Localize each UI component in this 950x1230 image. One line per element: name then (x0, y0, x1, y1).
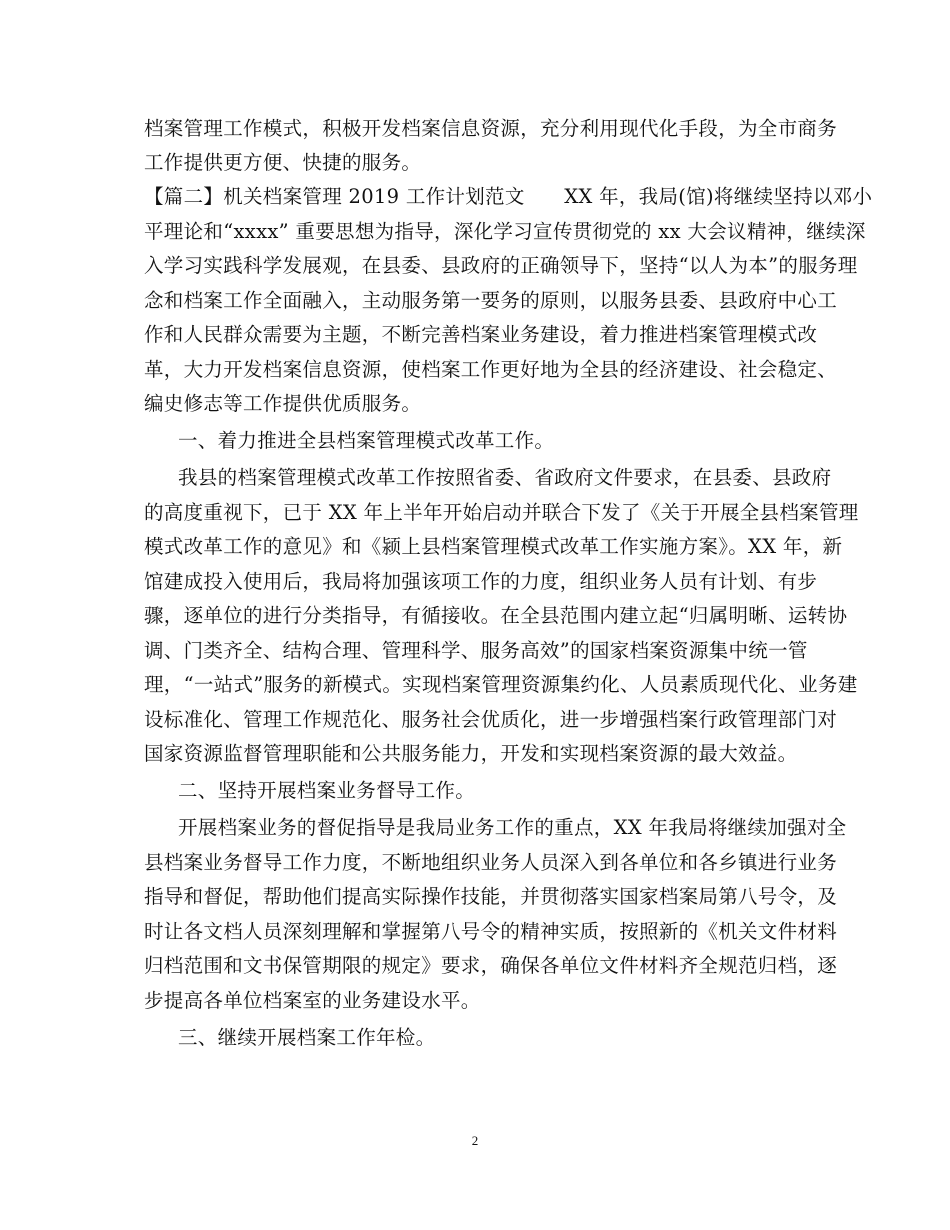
subheading-three: 三、继续开展档案工作年检。 (178, 1026, 436, 1049)
text-line: 骤，逐单位的进行分类指导，有循接收。在全县范围内建立起“归属明晰、运转协 (144, 604, 848, 627)
text-line: 平理论和“xxxx” 重要思想为指导，深化学习宣传贯彻党的 xx 大会议精神，继续深 (144, 220, 866, 243)
subheading-two: 二、坚持开展档案业务督导工作。 (178, 779, 476, 802)
text-line: 归档范围和文书保管期限的规定》要求，确保各单位文件材料齐全规范归档，逐 (144, 954, 838, 977)
text-line: 调、门类齐全、结构合理、管理科学、服务高效”的国家档案资源集中统一管 (144, 639, 808, 662)
text-line: 编史修志等工作提供优质服务。 (144, 392, 422, 415)
text-line: 理，“一站式”服务的新模式。实现档案管理资源集约化、人员素质现代化、业务建 (144, 673, 858, 696)
text-line: 档案管理工作模式，积极开发档案信息资源，充分利用现代化手段，为全市商务 (144, 117, 838, 140)
text-line: 指导和督促，帮助他们提高实际操作技能，并贯彻落实国家档案局第八号令，及 (144, 885, 838, 908)
text-line: 步提高各单位档案室的业务建设水平。 (144, 989, 481, 1012)
text-line: 入学习实践科学发展观，在县委、县政府的正确领导下，坚持“以人为本”的服务理 (144, 254, 858, 277)
subheading-one: 一、着力推进全县档案管理模式改革工作。 (178, 429, 555, 452)
text-line: 的高度重视下，已于 XX 年上半年开始启动并联合下发了《关于开展全县档案管理 (144, 501, 859, 524)
text-line: 革，大力开发档案信息资源，使档案工作更好地为全县的经济建设、社会稳定、 (144, 358, 838, 381)
text-line: 设标准化、管理工作规范化、服务社会优质化，进一步增强档案行政管理部门对 (144, 708, 838, 731)
text-line: 时让各文档人员深刻理解和掌握第八号令的精神实质，按照新的《机关文件材料 (144, 920, 838, 943)
text-line: 县档案业务督导工作力度，不断地组织业务人员深入到各单位和各乡镇进行业务 (144, 851, 838, 874)
text-line: 国家资源监督管理职能和公共服务能力，开发和实现档案资源的最大效益。 (144, 742, 798, 765)
text-line: 作和人民群众需要为主题，不断完善档案业务建设，着力推进档案管理模式改 (144, 323, 818, 346)
text-line: 模式改革工作的意见》和《颍上县档案管理模式改革工作实施方案》。XX 年，新 (144, 535, 843, 558)
text-line: 工作提供更方便、快捷的服务。 (144, 151, 422, 174)
section-heading-line: 【篇二】机关档案管理 2019 工作计划范文 XX 年，我局(馆)将继续坚持以邓小 (144, 185, 873, 208)
text-line: 念和档案工作全面融入，主动服务第一要务的原则，以服务县委、县政府中心工 (144, 289, 838, 312)
text-line: 我县的档案管理模式改革工作按照省委、省政府文件要求，在县委、县政府 (178, 466, 832, 489)
text-line: 馆建成投入使用后，我局将加强该项工作的力度，组织业务人员有计划、有步 (144, 570, 818, 593)
text-line: 开展档案业务的督促指导是我局业务工作的重点，XX 年我局将继续加强对全 (178, 816, 847, 839)
page-number: 2 (471, 1133, 479, 1148)
